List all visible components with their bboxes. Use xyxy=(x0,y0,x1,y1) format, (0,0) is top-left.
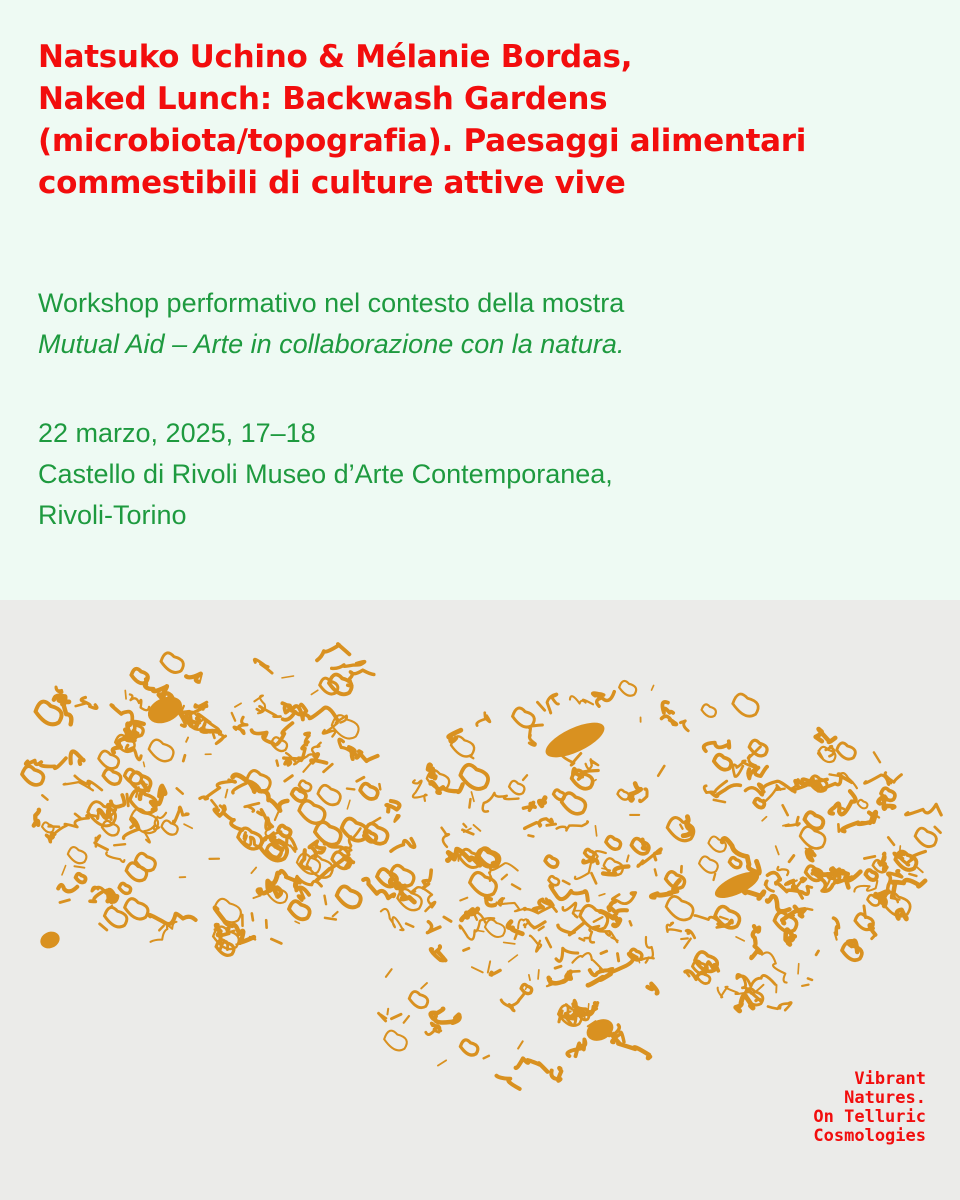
ink-mark xyxy=(848,941,857,952)
ink-mark xyxy=(324,764,333,772)
ink-mark xyxy=(618,954,619,961)
ink-mark xyxy=(593,692,615,707)
ink-mark xyxy=(891,898,900,900)
ink-mark xyxy=(754,799,764,808)
ink-mark xyxy=(235,703,241,707)
ink-mark xyxy=(935,827,941,833)
ink-mark xyxy=(720,917,728,920)
ink-mark xyxy=(529,725,542,745)
ink-mark xyxy=(406,924,413,927)
ink-mark xyxy=(485,920,505,937)
ink-mark xyxy=(539,798,545,806)
ink-mark xyxy=(529,975,530,980)
ink-mark xyxy=(442,828,449,847)
ink-mark xyxy=(275,812,278,820)
ink-mark xyxy=(488,961,490,972)
ink-mark xyxy=(257,706,281,716)
ink-mark xyxy=(299,801,325,824)
ink-mark xyxy=(714,755,731,770)
ink-mark xyxy=(258,810,273,829)
ink-mark xyxy=(869,925,875,935)
ink-mark xyxy=(906,804,942,815)
ink-mark xyxy=(114,844,125,845)
ink-mark xyxy=(508,922,522,934)
ink-mark xyxy=(282,676,293,678)
ink-mark xyxy=(704,741,730,751)
ink-mark xyxy=(518,1041,523,1048)
ink-mark xyxy=(807,909,812,910)
ink-mark xyxy=(391,839,415,852)
ink-mark xyxy=(100,924,107,930)
ink-mark xyxy=(391,1014,400,1018)
ink-mark xyxy=(800,827,825,849)
ink-mark xyxy=(776,846,779,854)
ink-mark xyxy=(658,766,664,776)
ink-mark xyxy=(431,946,446,960)
ink-mark xyxy=(470,872,497,895)
ink-mark xyxy=(76,704,86,707)
ink-mark xyxy=(282,703,292,712)
ink-mark xyxy=(103,769,121,784)
ink-mark xyxy=(435,1015,460,1023)
ink-mark xyxy=(627,855,629,861)
ink-mark xyxy=(729,858,741,868)
ink-mark xyxy=(686,930,694,938)
ink-mark xyxy=(858,800,868,809)
ink-mark xyxy=(551,1068,561,1081)
ink-mark xyxy=(225,790,227,798)
ink-mark xyxy=(736,937,744,941)
ink-mark xyxy=(337,886,361,907)
ink-mark xyxy=(474,825,481,831)
event-venue: Castello di Rivoli Museo d’Arte Contemporanea, xyxy=(38,459,613,489)
ink-mark xyxy=(438,1060,446,1065)
ink-mark xyxy=(606,836,621,849)
ink-mark xyxy=(572,770,593,788)
ink-mark xyxy=(271,939,281,943)
ink-mark xyxy=(585,849,595,857)
ink-mark xyxy=(807,849,815,860)
ink-mark xyxy=(599,894,605,896)
ink-mark xyxy=(529,835,534,836)
ink-mark xyxy=(62,866,66,875)
ink-mark xyxy=(444,917,451,921)
ink-mark xyxy=(550,886,587,901)
workshop-line: Workshop performativo nel contesto della mostra xyxy=(38,288,625,318)
ink-mark xyxy=(549,972,571,984)
ink-mark xyxy=(234,717,247,733)
ink-mark xyxy=(563,881,569,884)
ink-mark xyxy=(789,856,794,862)
ink-mark xyxy=(874,752,880,762)
ink-mark xyxy=(71,751,84,763)
ink-mark xyxy=(254,659,272,673)
ink-mark xyxy=(42,795,47,799)
exhibition-name: Mutual Aid – Arte in collaborazione con la natura. xyxy=(38,329,625,359)
ink-mark xyxy=(547,824,556,825)
ink-mark xyxy=(483,793,519,812)
ink-mark xyxy=(509,955,518,962)
ink-mark xyxy=(173,807,188,823)
ink-mark xyxy=(127,794,128,806)
ink-mark xyxy=(864,856,874,858)
ink-mark xyxy=(547,694,558,713)
ink-mark xyxy=(619,681,636,696)
ink-mark xyxy=(680,825,682,829)
ink-mark xyxy=(484,1056,489,1059)
ink-mark xyxy=(339,739,355,753)
ink-mark xyxy=(553,790,564,800)
ink-mark xyxy=(421,983,427,988)
ink-mark xyxy=(111,795,124,807)
ink-mark xyxy=(471,792,474,801)
ink-mark xyxy=(486,898,495,905)
ink-mark xyxy=(460,1040,477,1055)
ink-mark xyxy=(186,737,188,741)
ink-mark xyxy=(409,992,428,1008)
ink-mark xyxy=(513,708,535,727)
ink-mark xyxy=(763,785,784,802)
ink-mark xyxy=(892,880,925,895)
ink-mark xyxy=(196,719,199,728)
brand-line: On Telluric xyxy=(813,1107,926,1127)
ink-mark xyxy=(580,938,585,940)
ink-mark xyxy=(762,817,766,821)
ink-mark xyxy=(106,852,124,862)
ink-mark xyxy=(588,1004,589,1012)
ink-mark xyxy=(594,917,603,922)
ink-mark xyxy=(278,826,290,837)
ink-mark xyxy=(595,826,596,836)
ink-mark xyxy=(317,644,349,660)
ink-mark xyxy=(293,706,338,720)
ink-mark xyxy=(630,949,642,960)
ink-mark xyxy=(768,1002,791,1010)
artwork-image xyxy=(0,600,960,1200)
ink-mark xyxy=(546,938,551,947)
ink-mark xyxy=(667,923,681,932)
event-date: 22 marzo, 2025, 17–18 xyxy=(38,418,316,448)
ink-mark xyxy=(816,729,836,742)
ink-mark xyxy=(798,964,799,974)
ink-mark xyxy=(277,761,278,766)
ink-mark xyxy=(261,791,287,810)
ink-mark xyxy=(915,828,936,847)
ink-mark xyxy=(469,756,473,758)
ink-mark xyxy=(737,974,775,987)
ink-mark xyxy=(897,910,907,919)
ink-blot xyxy=(38,929,63,952)
ink-mark xyxy=(186,674,201,682)
ink-mark xyxy=(404,1016,409,1023)
event-title xyxy=(38,36,938,204)
ink-mark xyxy=(347,789,354,790)
ink-mark xyxy=(200,780,236,799)
ink-mark xyxy=(102,821,119,836)
ink-mark xyxy=(545,856,558,867)
ink-mark xyxy=(570,932,575,934)
ink-mark xyxy=(699,856,718,872)
ink-mark xyxy=(427,922,439,933)
ink-mark xyxy=(245,803,259,811)
ink-mark xyxy=(516,1058,548,1071)
ink-mark xyxy=(332,662,365,669)
title-line: (microbiota/topografia). Paesaggi alimentari xyxy=(38,123,807,159)
event-city: Rivoli-Torino xyxy=(38,500,187,530)
ink-marks xyxy=(22,644,941,1089)
ink-mark xyxy=(630,921,631,925)
ink-mark xyxy=(159,926,163,931)
ink-mark xyxy=(767,896,789,911)
ink-mark xyxy=(303,763,310,771)
ink-mark xyxy=(662,716,677,724)
ink-mark xyxy=(557,821,588,830)
ink-mark xyxy=(464,948,469,950)
ink-mark xyxy=(866,870,877,880)
ink-mark xyxy=(348,670,374,685)
ink-mark xyxy=(325,918,336,920)
ink-mark xyxy=(214,806,242,830)
ink-mark xyxy=(149,914,195,924)
ink-mark xyxy=(713,874,715,880)
ink-mark xyxy=(586,759,599,769)
ink-mark xyxy=(333,912,338,916)
ink-mark xyxy=(509,781,524,794)
ink-mark xyxy=(512,884,520,889)
ink-mark xyxy=(523,802,535,810)
ink-mark xyxy=(325,896,327,904)
ink-mark xyxy=(126,863,146,881)
title-line: Natsuko Uchino & Mélanie Bordas, xyxy=(38,39,633,75)
ink-mark xyxy=(655,869,656,875)
ink-mark xyxy=(748,767,767,779)
ink-mark xyxy=(917,867,922,872)
ink-mark xyxy=(379,784,380,789)
brand-logo xyxy=(786,1070,926,1146)
ink-mark xyxy=(751,926,761,958)
ink-mark xyxy=(130,694,149,710)
ink-mark xyxy=(652,685,654,690)
ink-mark xyxy=(412,887,436,911)
ink-mark xyxy=(426,1023,441,1034)
ink-mark xyxy=(864,906,865,918)
ink-mark xyxy=(702,704,716,717)
ink-mark xyxy=(714,800,725,802)
ink-mark xyxy=(733,763,743,777)
ink-mark xyxy=(538,970,539,979)
ink-mark xyxy=(428,765,436,779)
ink-mark xyxy=(184,824,192,828)
ink-mark xyxy=(608,1033,650,1059)
ink-mark xyxy=(618,790,629,800)
ink-mark xyxy=(808,978,812,980)
ink-mark xyxy=(567,1039,585,1056)
ink-mark xyxy=(684,939,690,948)
ink-mark xyxy=(143,762,144,766)
ink-mark xyxy=(733,694,758,716)
ink-mark xyxy=(413,780,427,801)
ink-mark xyxy=(384,1031,407,1051)
ink-mark xyxy=(131,669,148,684)
ink-mark xyxy=(125,899,148,919)
ink-mark xyxy=(423,870,431,888)
brand-line: Cosmologies xyxy=(813,1126,926,1146)
ink-mark xyxy=(211,800,217,807)
ink-mark xyxy=(119,883,130,893)
ink-mark xyxy=(490,970,500,975)
brand-line: Vibrant xyxy=(854,1069,926,1089)
ink-mark xyxy=(630,783,640,800)
ink-mark xyxy=(572,953,613,972)
ink-mark xyxy=(76,874,86,883)
ink-mark xyxy=(662,702,673,713)
ink-mark xyxy=(387,1009,388,1015)
ink-mark xyxy=(68,847,87,863)
ink-mark xyxy=(575,851,606,879)
ink-mark xyxy=(58,885,77,891)
ink-mark xyxy=(501,993,524,1011)
ink-mark xyxy=(525,819,553,829)
ink-mark xyxy=(523,775,527,780)
ink-mark xyxy=(537,702,544,710)
brand-line: Natures. xyxy=(844,1088,926,1108)
ink-mark xyxy=(36,702,62,725)
ink-mark xyxy=(802,985,808,986)
ink-mark xyxy=(472,967,483,972)
ink-mark xyxy=(177,788,183,793)
ink-mark xyxy=(502,875,507,880)
ink-mark xyxy=(680,721,688,731)
title-line: Naked Lunch: Backwash Gardens xyxy=(38,81,608,117)
ink-mark xyxy=(469,799,470,807)
ink-mark xyxy=(666,896,693,920)
ink-mark xyxy=(854,881,877,892)
ink-mark xyxy=(74,866,84,867)
ink-mark xyxy=(555,966,561,968)
ink-mark xyxy=(232,713,235,721)
ink-mark xyxy=(295,921,299,923)
ink-mark xyxy=(347,800,350,809)
ink-mark xyxy=(34,810,39,826)
ink-mark xyxy=(253,895,260,898)
ink-mark xyxy=(589,1003,597,1015)
ink-mark xyxy=(783,805,788,815)
ink-mark xyxy=(879,853,887,870)
ink-mark xyxy=(99,751,119,769)
ink-mark xyxy=(638,957,640,963)
ink-mark xyxy=(683,817,692,836)
ink-mark xyxy=(647,984,657,994)
ink-mark xyxy=(386,969,392,977)
ink-mark xyxy=(601,951,607,953)
ink-mark xyxy=(183,755,185,761)
ink-mark xyxy=(125,690,126,698)
ink-mark xyxy=(332,715,359,738)
ink-mark xyxy=(830,791,856,814)
ink-mark xyxy=(463,824,466,827)
ink-mark xyxy=(762,952,787,982)
ink-mark xyxy=(816,951,818,955)
ink-mark xyxy=(681,938,688,939)
ink-mark xyxy=(289,901,310,919)
ink-mark xyxy=(570,696,593,704)
ink-mark xyxy=(22,766,43,785)
ink-mark xyxy=(460,898,467,901)
ink-mark xyxy=(252,913,253,920)
ink-mark xyxy=(311,690,317,694)
ink-mark xyxy=(530,936,541,952)
ink-mark xyxy=(909,874,916,876)
ink-mark xyxy=(318,785,340,805)
ink-mark xyxy=(842,812,876,831)
ink-mark xyxy=(60,900,69,903)
ink-mark xyxy=(357,777,364,781)
ink-mark xyxy=(744,891,764,898)
ink-mark xyxy=(285,776,292,781)
ink-mark xyxy=(504,942,515,943)
ink-mark xyxy=(75,814,81,819)
ink-blot xyxy=(541,716,609,765)
ink-mark xyxy=(477,713,490,726)
ink-mark xyxy=(251,868,256,874)
ink-mark xyxy=(641,937,654,963)
ink-mark xyxy=(765,881,773,892)
title-line: commestibili di culture attive vive xyxy=(38,165,626,201)
event-details xyxy=(38,413,938,536)
ink-mark xyxy=(497,1076,520,1089)
ink-mark xyxy=(837,743,856,759)
ink-mark xyxy=(381,909,404,930)
workshop-description xyxy=(38,283,938,365)
ink-mark xyxy=(161,653,183,673)
ink-mark xyxy=(591,873,596,883)
ink-mark xyxy=(888,837,894,844)
ink-mark xyxy=(395,815,400,821)
ink-mark xyxy=(56,687,62,692)
ink-mark xyxy=(386,801,399,812)
ink-mark xyxy=(539,927,544,930)
ink-mark xyxy=(149,740,174,761)
ink-mark xyxy=(360,784,378,799)
